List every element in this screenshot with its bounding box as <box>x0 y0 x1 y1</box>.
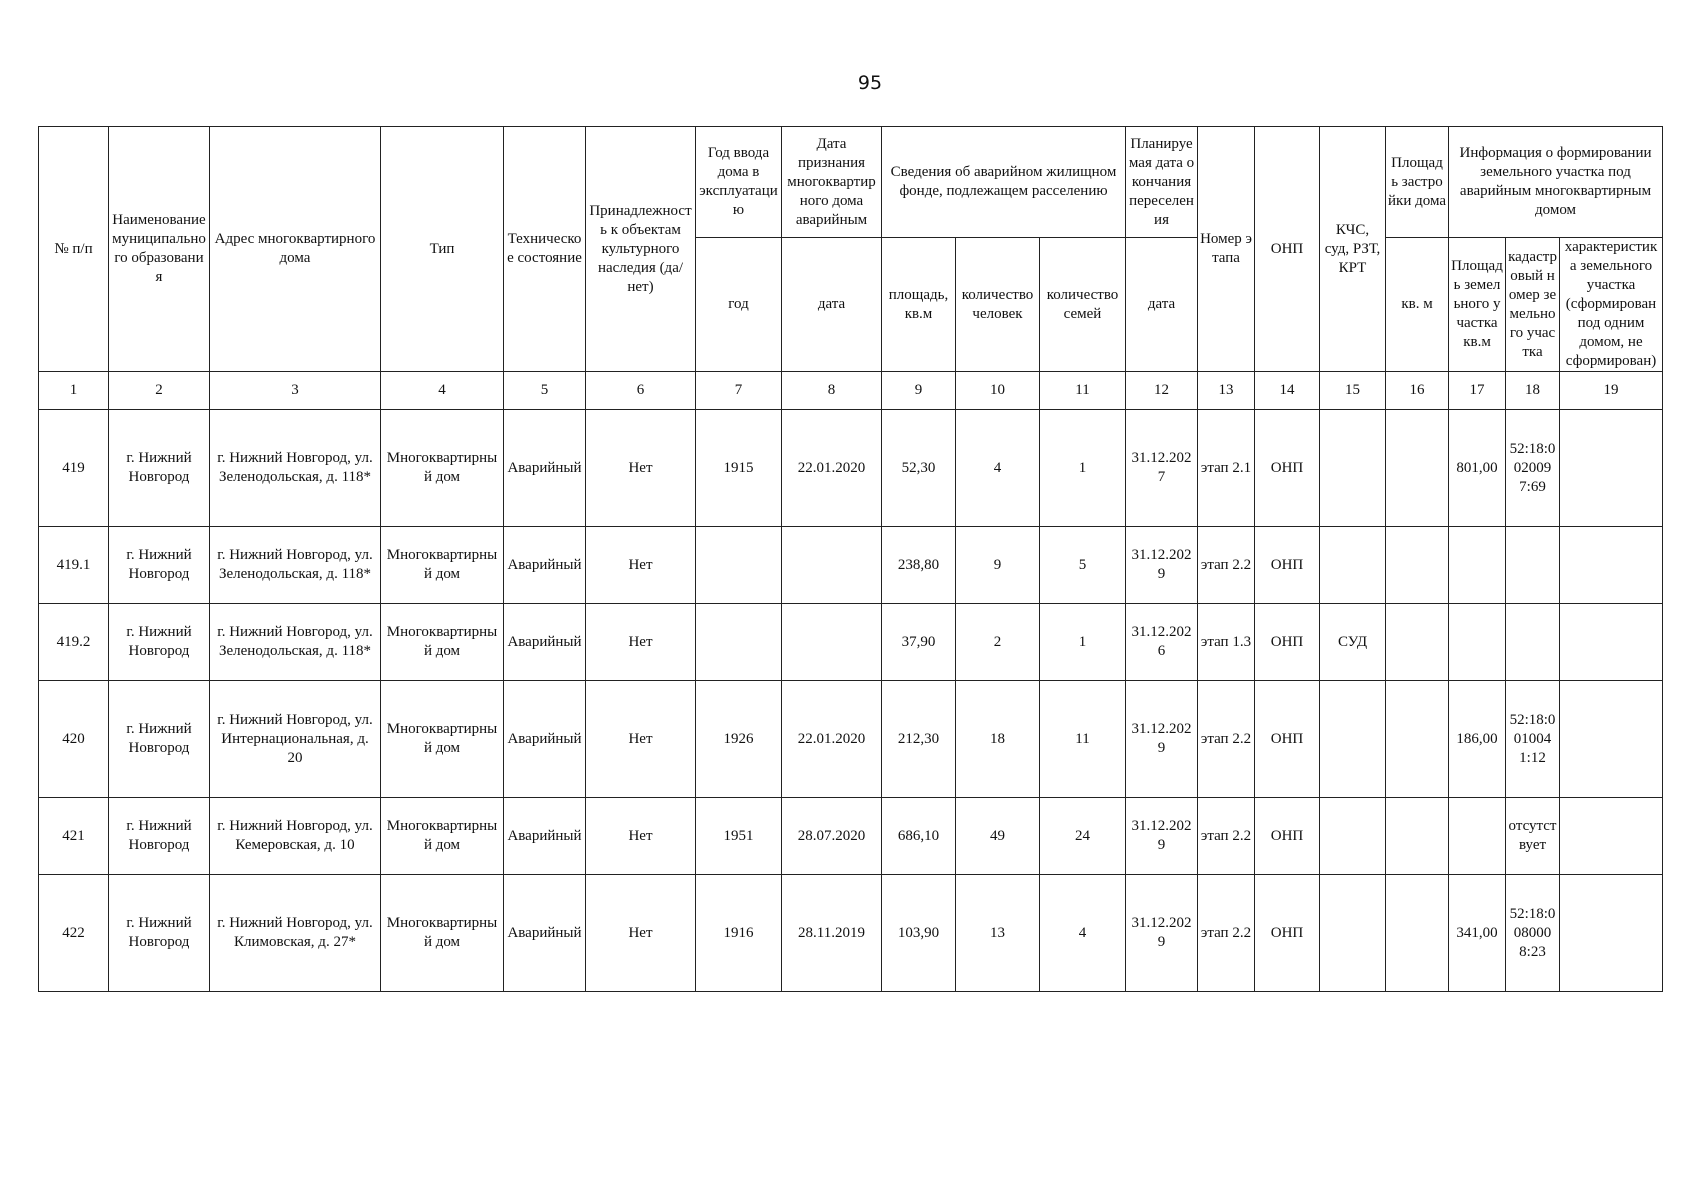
stage: этап 2.2 <box>1198 798 1255 875</box>
built-area <box>1386 527 1449 604</box>
column-number: 19 <box>1560 372 1663 410</box>
address: г. Нижний Новгород, ул. Кемеровская, д. 10 <box>210 798 381 875</box>
page-number: 95 <box>857 72 883 94</box>
address: г. Нижний Новгород, ул. Интернациональная, д. 20 <box>210 681 381 798</box>
family-count: 4 <box>1040 875 1126 992</box>
planned-date: 31.12.2029 <box>1126 527 1198 604</box>
people-count: 49 <box>956 798 1040 875</box>
header-type: Тип <box>381 127 504 372</box>
house-type: Многоквартирный дом <box>381 604 504 681</box>
area: 37,90 <box>882 604 956 681</box>
column-number: 13 <box>1198 372 1255 410</box>
recognition-date: 22.01.2020 <box>782 410 882 527</box>
family-count: 1 <box>1040 410 1126 527</box>
cadastral-number <box>1506 604 1560 681</box>
row-number: 419.1 <box>39 527 109 604</box>
planned-date: 31.12.2027 <box>1126 410 1198 527</box>
planned-date: 31.12.2026 <box>1126 604 1198 681</box>
header-sub-area: площадь, кв.м <box>882 238 956 372</box>
land-characteristic <box>1560 798 1663 875</box>
header-cadastral: кадастровый номер земельного участка <box>1506 238 1560 372</box>
tech-state: Аварийный <box>504 527 586 604</box>
tech-state: Аварийный <box>504 875 586 992</box>
onp: ОНП <box>1255 604 1320 681</box>
land-area <box>1449 527 1506 604</box>
address: г. Нижний Новгород, ул. Зеленодольская, д. 118* <box>210 410 381 527</box>
onp: ОНП <box>1255 410 1320 527</box>
column-number: 18 <box>1506 372 1560 410</box>
column-number: 15 <box>1320 372 1386 410</box>
heritage: Нет <box>586 681 696 798</box>
header-recognition-date: Дата признания многоквартирного дома аварийным <box>782 127 882 238</box>
tech-state: Аварийный <box>504 604 586 681</box>
built-area <box>1386 798 1449 875</box>
header-land-plot-info: Информация о формировании земельного участка под аварийным многоквартирным домом <box>1449 127 1663 238</box>
heritage: Нет <box>586 798 696 875</box>
stage: этап 1.3 <box>1198 604 1255 681</box>
land-characteristic <box>1560 875 1663 992</box>
column-number: 14 <box>1255 372 1320 410</box>
house-type: Многоквартирный дом <box>381 527 504 604</box>
header-planned-date: Планируемая дата окончания переселения <box>1126 127 1198 238</box>
area: 238,80 <box>882 527 956 604</box>
court-status: СУД <box>1320 604 1386 681</box>
onp: ОНП <box>1255 527 1320 604</box>
column-number: 11 <box>1040 372 1126 410</box>
header-num: № п/п <box>39 127 109 372</box>
table-row <box>39 798 1663 875</box>
heritage: Нет <box>586 604 696 681</box>
header-land-area-unit: кв.м <box>1463 334 1491 350</box>
family-count: 5 <box>1040 527 1126 604</box>
people-count: 4 <box>956 410 1040 527</box>
row-number: 421 <box>39 798 109 875</box>
planned-date: 31.12.2029 <box>1126 681 1198 798</box>
tech-state: Аварийный <box>504 410 586 527</box>
land-area <box>1449 798 1506 875</box>
header-sub-families: количество семей <box>1040 238 1126 372</box>
court-status <box>1320 681 1386 798</box>
tech-state: Аварийный <box>504 681 586 798</box>
recognition-date <box>782 527 882 604</box>
commission-year: 1951 <box>696 798 782 875</box>
area: 52,30 <box>882 410 956 527</box>
area: 686,10 <box>882 798 956 875</box>
header-tech-state: Техническое состояние <box>504 127 586 372</box>
municipality: г. Нижний Новгород <box>109 527 210 604</box>
heritage: Нет <box>586 410 696 527</box>
column-number: 3 <box>210 372 381 410</box>
table-row <box>39 604 1663 681</box>
people-count: 9 <box>956 527 1040 604</box>
table-row <box>39 875 1663 992</box>
table-row <box>39 527 1663 604</box>
header-heritage: Принадлежность к объектам культурного наследия (да/нет) <box>586 127 696 372</box>
built-area <box>1386 681 1449 798</box>
land-characteristic <box>1560 527 1663 604</box>
column-number: 8 <box>782 372 882 410</box>
emergency-housing-table <box>38 126 1663 992</box>
column-number: 12 <box>1126 372 1198 410</box>
court-status <box>1320 798 1386 875</box>
row-number: 419.2 <box>39 604 109 681</box>
municipality: г. Нижний Новгород <box>109 875 210 992</box>
tech-state: Аварийный <box>504 798 586 875</box>
house-type: Многоквартирный дом <box>381 875 504 992</box>
column-number: 7 <box>696 372 782 410</box>
header-commission-year: Год ввода дома в эксплуатацию <box>696 127 782 238</box>
land-area: 186,00 <box>1449 681 1506 798</box>
row-number: 419 <box>39 410 109 527</box>
stage: этап 2.2 <box>1198 681 1255 798</box>
area: 212,30 <box>882 681 956 798</box>
built-area <box>1386 875 1449 992</box>
court-status <box>1320 527 1386 604</box>
heritage: Нет <box>586 527 696 604</box>
municipality: г. Нижний Новгород <box>109 798 210 875</box>
planned-date: 31.12.2029 <box>1126 798 1198 875</box>
column-number: 16 <box>1386 372 1449 410</box>
land-characteristic <box>1560 410 1663 527</box>
commission-year: 1915 <box>696 410 782 527</box>
row-number: 422 <box>39 875 109 992</box>
header-land-area: Площадь земельного участка <box>1451 258 1503 331</box>
column-number: 17 <box>1449 372 1506 410</box>
land-characteristic <box>1560 604 1663 681</box>
header-stage: Номер этапа <box>1198 127 1255 372</box>
stage: этап 2.2 <box>1198 527 1255 604</box>
cadastral-number <box>1506 527 1560 604</box>
municipality: г. Нижний Новгород <box>109 410 210 527</box>
municipality: г. Нижний Новгород <box>109 604 210 681</box>
commission-year: 1926 <box>696 681 782 798</box>
header-sub-people: количество человек <box>956 238 1040 372</box>
recognition-date: 22.01.2020 <box>782 681 882 798</box>
onp: ОНП <box>1255 798 1320 875</box>
cadastral-number: отсутствует <box>1506 798 1560 875</box>
stage: этап 2.1 <box>1198 410 1255 527</box>
heritage: Нет <box>586 875 696 992</box>
header-land-characteristic: характеристика земельного участка (сформирован под одним домом, не сформирован) <box>1560 238 1663 372</box>
land-area: 801,00 <box>1449 410 1506 527</box>
column-number: 9 <box>882 372 956 410</box>
cadastral-number: 52:18:0010041:12 <box>1506 681 1560 798</box>
area: 103,90 <box>882 875 956 992</box>
family-count: 24 <box>1040 798 1126 875</box>
family-count: 1 <box>1040 604 1126 681</box>
municipality: г. Нижний Новгород <box>109 681 210 798</box>
header-built-area: Площадь застройки дома <box>1386 127 1449 238</box>
header-municipality: Наименование муниципального образования <box>109 127 210 372</box>
header-onp: ОНП <box>1255 127 1320 372</box>
column-number-row <box>39 372 1663 410</box>
onp: ОНП <box>1255 875 1320 992</box>
house-type: Многоквартирный дом <box>381 681 504 798</box>
cadastral-number: 52:18:0080008:23 <box>1506 875 1560 992</box>
court-status <box>1320 875 1386 992</box>
recognition-date: 28.07.2020 <box>782 798 882 875</box>
column-number: 1 <box>39 372 109 410</box>
land-characteristic <box>1560 681 1663 798</box>
header-row-1 <box>39 127 1663 238</box>
address: г. Нижний Новгород, ул. Зеленодольская, д. 118* <box>210 527 381 604</box>
table-body <box>39 410 1663 992</box>
column-number: 4 <box>381 372 504 410</box>
column-number: 5 <box>504 372 586 410</box>
table-row <box>39 410 1663 527</box>
address: г. Нижний Новгород, ул. Зеленодольская, д. 118* <box>210 604 381 681</box>
people-count: 2 <box>956 604 1040 681</box>
row-number: 420 <box>39 681 109 798</box>
built-area <box>1386 410 1449 527</box>
commission-year <box>696 604 782 681</box>
header-address: Адрес многоквартирного дома <box>210 127 381 372</box>
header-sub-land-area-unit <box>1449 238 1506 372</box>
recognition-date <box>782 604 882 681</box>
people-count: 13 <box>956 875 1040 992</box>
onp: ОНП <box>1255 681 1320 798</box>
header-sub-year: год <box>696 238 782 372</box>
house-type: Многоквартирный дом <box>381 798 504 875</box>
header-sub-planned-date: дата <box>1126 238 1198 372</box>
people-count: 18 <box>956 681 1040 798</box>
court-status <box>1320 410 1386 527</box>
stage: этап 2.2 <box>1198 875 1255 992</box>
planned-date: 31.12.2029 <box>1126 875 1198 992</box>
recognition-date: 28.11.2019 <box>782 875 882 992</box>
cadastral-number: 52:18:0020097:69 <box>1506 410 1560 527</box>
commission-year <box>696 527 782 604</box>
column-number: 10 <box>956 372 1040 410</box>
table-row <box>39 681 1663 798</box>
land-area: 341,00 <box>1449 875 1506 992</box>
header-court: КЧС, суд, РЗТ, КРТ <box>1320 127 1386 372</box>
header-sub-date: дата <box>782 238 882 372</box>
built-area <box>1386 604 1449 681</box>
address: г. Нижний Новгород, ул. Климовская, д. 27* <box>210 875 381 992</box>
land-area <box>1449 604 1506 681</box>
column-number: 6 <box>586 372 696 410</box>
column-number: 2 <box>109 372 210 410</box>
header-sub-built-unit: кв. м <box>1386 238 1449 372</box>
house-type: Многоквартирный дом <box>381 410 504 527</box>
family-count: 11 <box>1040 681 1126 798</box>
commission-year: 1916 <box>696 875 782 992</box>
header-resettlement-info: Сведения об аварийном жилищном фонде, подлежащем расселению <box>882 127 1126 238</box>
